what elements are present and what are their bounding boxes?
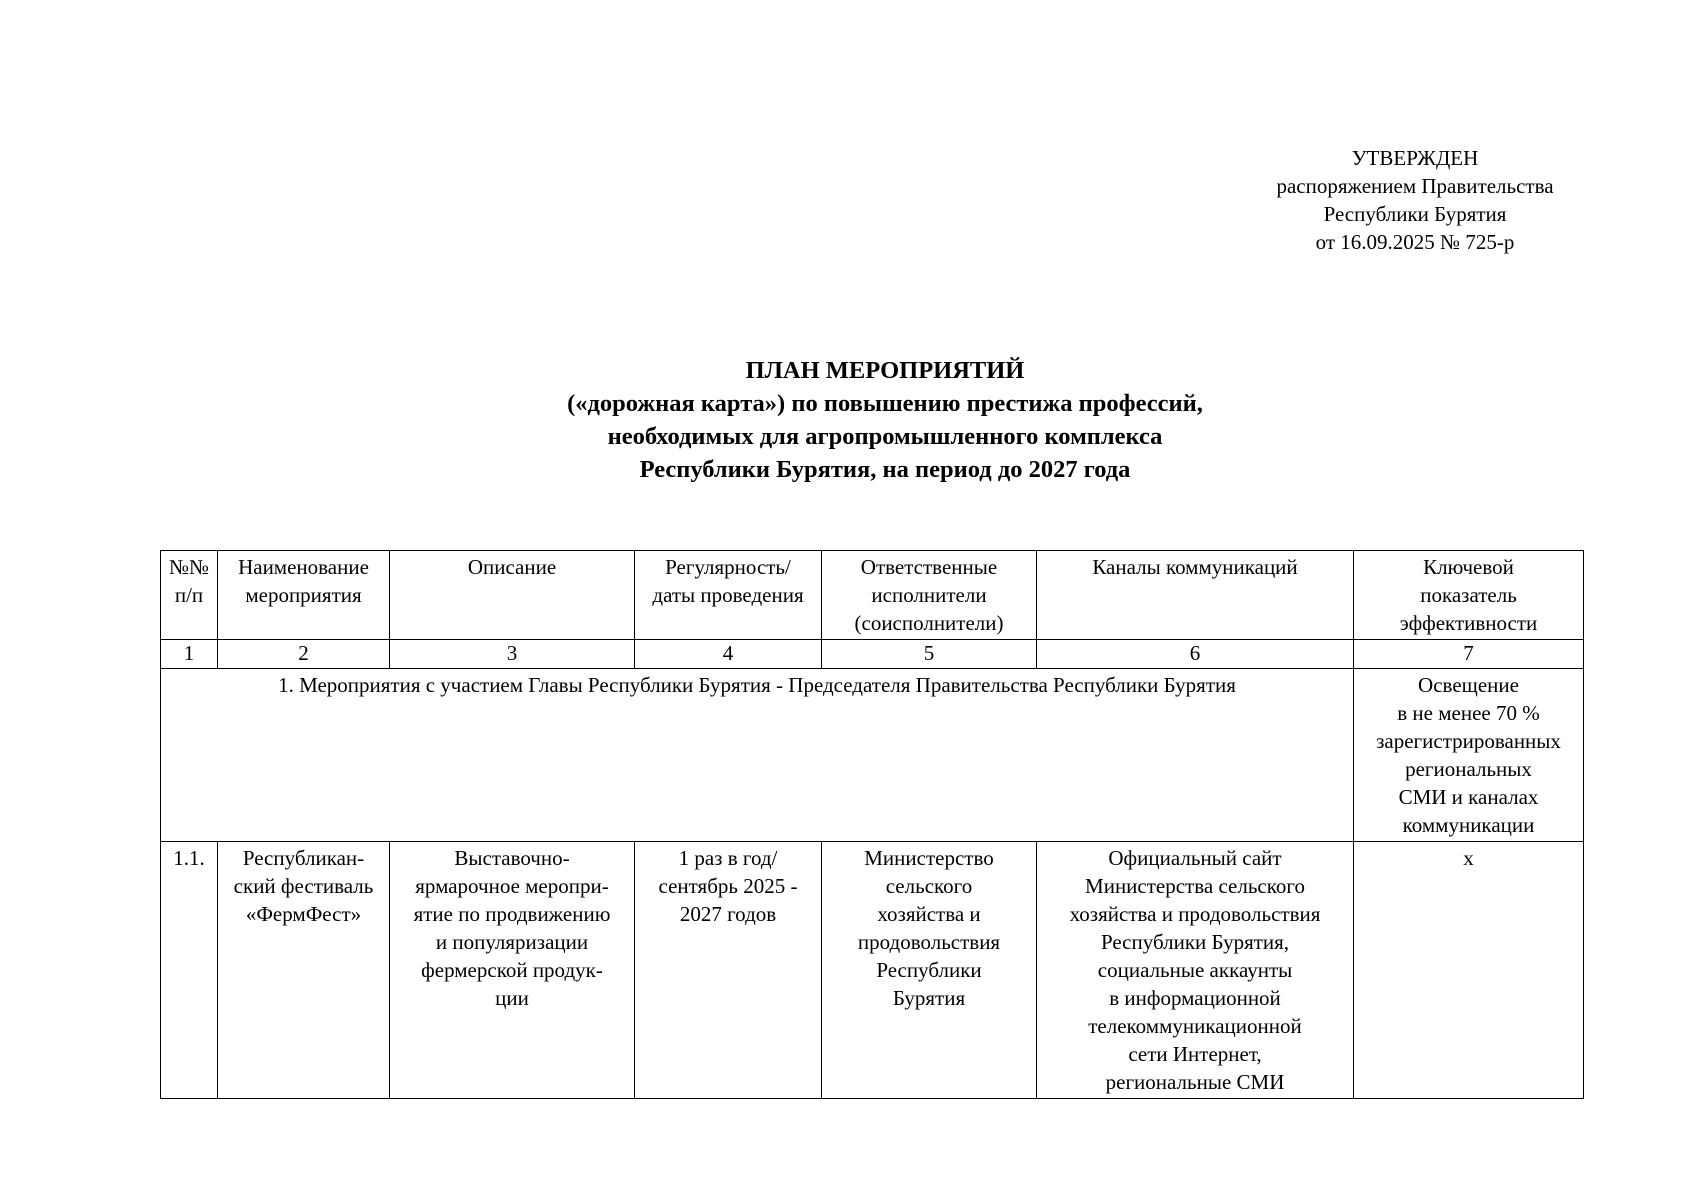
approval-line: распоряжением Правительства (1276, 174, 1554, 198)
row-responsible: Министерство сельского хозяйства и продовольствия Республики Бурятия (822, 842, 1037, 1099)
row-name: Республикан- ский фестиваль «ФермФест» (218, 842, 390, 1099)
header-channels: Каналы коммуникаций (1037, 551, 1354, 640)
title-line: Республики Бурятия, на период до 2027 года (639, 456, 1131, 483)
column-number: 2 (218, 640, 390, 669)
table-row (161, 842, 1584, 1099)
title-line: («дорожная карта») по повышению престижа профессий, (567, 390, 1203, 417)
header-responsible: Ответственные исполнители (соисполнители) (822, 551, 1037, 640)
row-schedule: 1 раз в год/ сентябрь 2025 - 2027 годов (635, 842, 822, 1099)
column-number: 6 (1037, 640, 1354, 669)
approval-stamp (1200, 144, 1630, 256)
approval-line: от 16.09.2025 № 725-р (1315, 230, 1515, 254)
section-title: 1. Мероприятия с участием Главы Республики Бурятия - Председателя Правительства Республики Бурятия (161, 669, 1354, 842)
header-name: Наименование мероприятия (218, 551, 390, 640)
document-title (380, 354, 1390, 486)
row-kpi: х (1354, 842, 1584, 1099)
column-number: 7 (1354, 640, 1584, 669)
row-channels: Официальный сайт Министерства сельского хозяйства и продовольствия Республики Бурятия, социальные аккаунты в информационной телекоммуникационной сети Интернет, региональные СМИ (1037, 842, 1354, 1099)
section-row (161, 669, 1584, 842)
title-line: необходимых для агропромышленного комплекса (607, 423, 1163, 450)
row-number: 1.1. (161, 842, 218, 1099)
column-number: 5 (822, 640, 1037, 669)
approval-line: Республики Бурятия (1323, 202, 1507, 226)
header-kpi: Ключевой показатель эффективности (1354, 551, 1584, 640)
row-description: Выставочно- ярмарочное меропри- ятие по продвижению и популяризации фермерской продук- ции (390, 842, 635, 1099)
column-number: 4 (635, 640, 822, 669)
header-description: Описание (390, 551, 635, 640)
column-number-row (161, 640, 1584, 669)
approval-line: УТВЕРЖДЕН (1351, 146, 1479, 170)
column-number: 3 (390, 640, 635, 669)
header-row (161, 551, 1584, 640)
column-number: 1 (161, 640, 218, 669)
section-kpi: Освещение в не менее 70 % зарегистрированных региональных СМИ и каналах коммуникации (1354, 669, 1584, 842)
header-schedule: Регулярность/ даты проведения (635, 551, 822, 640)
title-line: ПЛАН МЕРОПРИЯТИЙ (745, 357, 1025, 384)
plan-table (160, 550, 1584, 1099)
header-number: №№ п/п (161, 551, 218, 640)
